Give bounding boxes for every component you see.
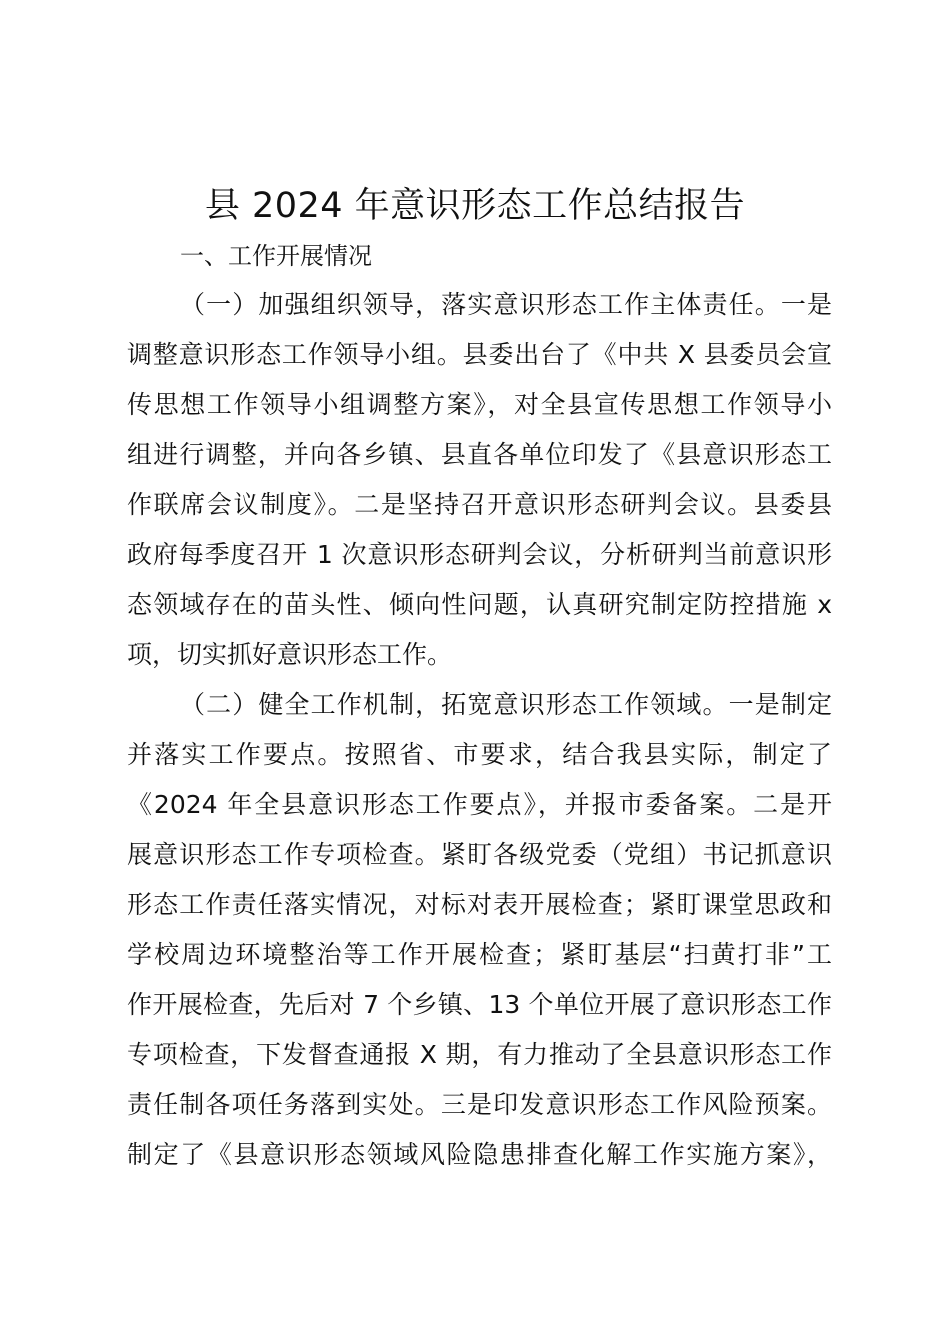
section-heading: 一、工作开展情况: [180, 242, 372, 270]
paragraph-line: 作联席会议制度》。二是坚持召开意识形态研判会议。县委县: [127, 490, 832, 519]
paragraph-line: 形态工作责任落实情况，对标对表开展检查；紧盯课堂思政和: [127, 890, 832, 919]
paragraph-line: 并落实工作要点。按照省、市要求，结合我县实际，制定了: [127, 740, 832, 769]
paragraph-line: 责任制各项任务落到实处。三是印发意识形态工作风险预案。: [127, 1090, 832, 1119]
paragraph-line: （二）健全工作机制，拓宽意识形态工作领域。一是制定: [180, 690, 832, 719]
paragraph-line: 项，切实抓好意识形态工作。: [127, 640, 453, 669]
paragraph-line: 学校周边环境整治等工作开展检查；紧盯基层“扫黄打非”工: [127, 940, 832, 969]
paragraph-line: 态领域存在的苗头性、倾向性问题，认真研究制定防控措施 x: [127, 590, 832, 619]
paragraph-line: 传思想工作领导小组调整方案》，对全县宣传思想工作领导小: [127, 390, 832, 419]
paragraph-line: 《2024 年全县意识形态工作要点》，并报市委备案。二是开: [127, 790, 832, 819]
paragraph-line: 展意识形态工作专项检查。紧盯各级党委（党组）书记抓意识: [127, 840, 832, 869]
paragraph-line: 作开展检查，先后对 7 个乡镇、13 个单位开展了意识形态工作: [127, 990, 832, 1019]
paragraph-line: （一）加强组织领导，落实意识形态工作主体责任。一是: [180, 290, 832, 319]
paragraph-line: 政府每季度召开 1 次意识形态研判会议，分析研判当前意识形: [127, 540, 832, 569]
paragraph-line: 专项检查，下发督查通报 X 期，有力推动了全县意识形态工作: [127, 1040, 832, 1069]
paragraph-line: 组进行调整，并向各乡镇、县直各单位印发了《县意识形态工: [127, 440, 832, 469]
paragraph-line: 制定了《县意识形态领域风险隐患排查化解工作实施方案》，: [127, 1140, 832, 1169]
document-title: 县 2024 年意识形态工作总结报告: [204, 186, 746, 226]
paragraph-line: 调整意识形态工作领导小组。县委出台了《中共 X 县委员会宣: [127, 340, 832, 369]
